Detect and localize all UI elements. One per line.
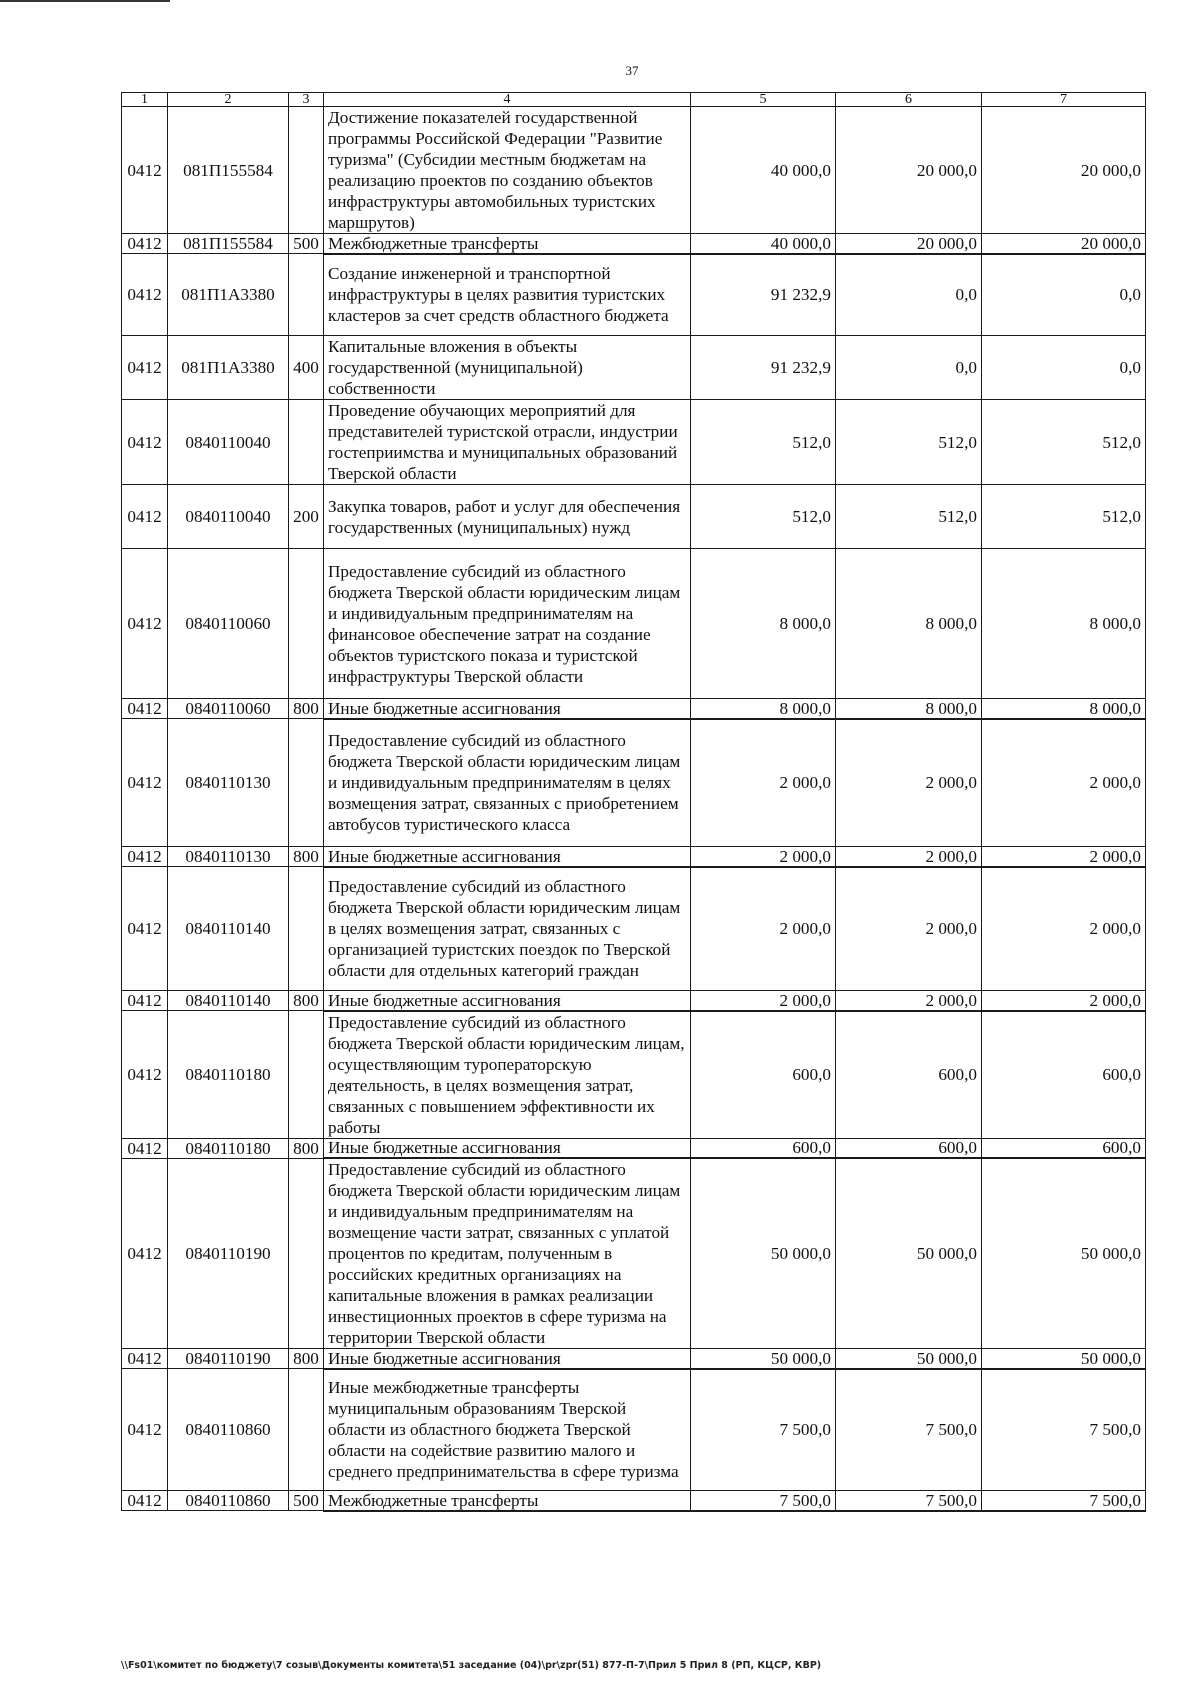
amount-col5-cell: 91 232,9: [691, 254, 836, 336]
amount-col5-cell: 8 000,0: [691, 549, 836, 699]
expense-type-cell: 500: [289, 234, 324, 254]
amount-col7-cell: 2 000,0: [982, 991, 1146, 1011]
amount-col5-cell: 40 000,0: [691, 107, 836, 234]
target-article-cell: 0840110060: [168, 549, 289, 699]
expense-type-cell: 800: [289, 1138, 324, 1158]
target-article-cell: 0840110060: [168, 699, 289, 719]
target-article-cell: 0840110130: [168, 847, 289, 867]
description-cell: Иные бюджетные ассигнования: [324, 1138, 691, 1158]
table-row: [122, 1011, 1146, 1139]
section-code-cell: 0412: [122, 1158, 168, 1349]
table-row: [122, 485, 1146, 549]
description-cell: Предоставление субсидий из областного бюджета Тверской области юридическим лицам и индивидуальным предпринимателям на финансовое обеспечение затрат на создание объектов туристского показа и туристской инфраструктуры Тверской области: [324, 549, 691, 699]
description-cell: Проведение обучающих мероприятий для представителей туристской отрасли, индустрии гостеприимства и муниципальных образований Тверской области: [324, 400, 691, 485]
description-cell: Иные бюджетные ассигнования: [324, 991, 691, 1011]
table-row: [122, 847, 1146, 867]
table-row: [122, 867, 1146, 991]
amount-col5-cell: 2 000,0: [691, 991, 836, 1011]
target-article-cell: 081П1А3380: [168, 336, 289, 400]
amount-col7-cell: 7 500,0: [982, 1491, 1146, 1511]
target-article-cell: 0840110140: [168, 991, 289, 1011]
expense-type-cell: [289, 867, 324, 991]
section-code-cell: 0412: [122, 1011, 168, 1139]
amount-col7-cell: 20 000,0: [982, 234, 1146, 254]
amount-col5-cell: 8 000,0: [691, 699, 836, 719]
amount-col5-cell: 7 500,0: [691, 1491, 836, 1511]
description-cell: Создание инженерной и транспортной инфраструктуры в целях развития туристских кластеров за счет средств областного бюджета: [324, 254, 691, 336]
amount-col5-cell: 50 000,0: [691, 1158, 836, 1349]
amount-col7-cell: 512,0: [982, 485, 1146, 549]
section-code-cell: 0412: [122, 234, 168, 254]
expense-type-cell: 800: [289, 1349, 324, 1369]
target-article-cell: 081П155584: [168, 107, 289, 234]
description-cell: Достижение показателей государственной программы Российской Федерации "Развитие туризма" (Субсидии местным бюджетам на реализацию проектов по созданию объектов инфраструктуры автомобильных туристских маршрутов): [324, 107, 691, 234]
amount-col5-cell: 512,0: [691, 400, 836, 485]
section-code-cell: 0412: [122, 1138, 168, 1158]
header-cell: 6: [836, 93, 982, 107]
amount-col7-cell: 8 000,0: [982, 699, 1146, 719]
section-code-cell: 0412: [122, 336, 168, 400]
section-code-cell: 0412: [122, 867, 168, 991]
amount-col6-cell: 600,0: [836, 1138, 982, 1158]
amount-col6-cell: 8 000,0: [836, 549, 982, 699]
amount-col7-cell: 0,0: [982, 254, 1146, 336]
amount-col7-cell: 2 000,0: [982, 719, 1146, 847]
expense-type-cell: 800: [289, 991, 324, 1011]
amount-col6-cell: 2 000,0: [836, 847, 982, 867]
table-row: [122, 991, 1146, 1011]
target-article-cell: 0840110040: [168, 485, 289, 549]
amount-col5-cell: 2 000,0: [691, 847, 836, 867]
section-code-cell: 0412: [122, 107, 168, 234]
header-cell: 1: [122, 93, 168, 107]
target-article-cell: 0840110130: [168, 719, 289, 847]
amount-col5-cell: 512,0: [691, 485, 836, 549]
header-row: [122, 93, 1146, 107]
target-article-cell: 0840110860: [168, 1491, 289, 1511]
table-row: [122, 400, 1146, 485]
amount-col6-cell: 512,0: [836, 485, 982, 549]
expense-type-cell: [289, 1158, 324, 1349]
target-article-cell: 0840110180: [168, 1011, 289, 1139]
budget-table: [121, 92, 1146, 1512]
table-row: [122, 699, 1146, 719]
amount-col5-cell: 50 000,0: [691, 1349, 836, 1369]
expense-type-cell: [289, 1011, 324, 1139]
amount-col6-cell: 50 000,0: [836, 1349, 982, 1369]
target-article-cell: 0840110190: [168, 1158, 289, 1349]
amount-col6-cell: 20 000,0: [836, 234, 982, 254]
expense-type-cell: 200: [289, 485, 324, 549]
amount-col5-cell: 7 500,0: [691, 1369, 836, 1491]
expense-type-cell: [289, 400, 324, 485]
scan-edge-mark: [0, 0, 170, 2]
amount-col7-cell: 600,0: [982, 1011, 1146, 1139]
target-article-cell: 081П1А3380: [168, 254, 289, 336]
table-row: [122, 234, 1146, 254]
description-cell: Иные бюджетные ассигнования: [324, 1349, 691, 1369]
amount-col6-cell: 7 500,0: [836, 1491, 982, 1511]
amount-col7-cell: 600,0: [982, 1138, 1146, 1158]
description-cell: Предоставление субсидий из областного бюджета Тверской области юридическим лицам, осуществляющим туроператорскую деятельность, в целях возмещения затрат, связанных с повышением эффективности их работы: [324, 1011, 691, 1139]
expense-type-cell: [289, 549, 324, 699]
expense-type-cell: [289, 719, 324, 847]
amount-col6-cell: 512,0: [836, 400, 982, 485]
table-row: [122, 1369, 1146, 1491]
section-code-cell: 0412: [122, 1349, 168, 1369]
amount-col6-cell: 7 500,0: [836, 1369, 982, 1491]
target-article-cell: 0840110180: [168, 1138, 289, 1158]
description-cell: Закупка товаров, работ и услуг для обеспечения государственных (муниципальных) нужд: [324, 485, 691, 549]
amount-col6-cell: 2 000,0: [836, 719, 982, 847]
header-cell: 7: [982, 93, 1146, 107]
amount-col5-cell: 600,0: [691, 1011, 836, 1139]
section-code-cell: 0412: [122, 847, 168, 867]
section-code-cell: 0412: [122, 400, 168, 485]
expense-type-cell: 800: [289, 847, 324, 867]
amount-col7-cell: 8 000,0: [982, 549, 1146, 699]
amount-col5-cell: 600,0: [691, 1138, 836, 1158]
section-code-cell: 0412: [122, 1491, 168, 1511]
description-cell: Иные межбюджетные трансферты муниципальным образованиям Тверской области из областного бюджета Тверской области на содействие развитию малого и среднего предпринимательства в сфере туризма: [324, 1369, 691, 1491]
header-cell: 3: [289, 93, 324, 107]
amount-col5-cell: 2 000,0: [691, 867, 836, 991]
amount-col6-cell: 600,0: [836, 1011, 982, 1139]
amount-col6-cell: 2 000,0: [836, 867, 982, 991]
file-path-footer: \\Fs01\комитет по бюджету\7 созыв\Документы комитета\51 заседание (04)\pr\zpr(51) 877-П-7\Прил 5 Прил 8 (РП, КЦСР, КВР): [121, 1660, 822, 1671]
amount-col6-cell: 0,0: [836, 336, 982, 400]
expense-type-cell: 400: [289, 336, 324, 400]
header-cell: 2: [168, 93, 289, 107]
target-article-cell: 0840110040: [168, 400, 289, 485]
amount-col7-cell: 2 000,0: [982, 867, 1146, 991]
amount-col7-cell: 512,0: [982, 400, 1146, 485]
amount-col6-cell: 0,0: [836, 254, 982, 336]
description-cell: Капитальные вложения в объекты государственной (муниципальной) собственности: [324, 336, 691, 400]
amount-col5-cell: 2 000,0: [691, 719, 836, 847]
target-article-cell: 0840110190: [168, 1349, 289, 1369]
table-row: [122, 107, 1146, 234]
section-code-cell: 0412: [122, 549, 168, 699]
description-cell: Межбюджетные трансферты: [324, 1491, 691, 1511]
description-cell: Иные бюджетные ассигнования: [324, 847, 691, 867]
description-cell: Иные бюджетные ассигнования: [324, 699, 691, 719]
header-cell: 5: [691, 93, 836, 107]
header-cell: 4: [324, 93, 691, 107]
section-code-cell: 0412: [122, 485, 168, 549]
table-row: [122, 719, 1146, 847]
expense-type-cell: [289, 107, 324, 234]
table-row: [122, 1491, 1146, 1511]
description-cell: Межбюджетные трансферты: [324, 234, 691, 254]
amount-col6-cell: 8 000,0: [836, 699, 982, 719]
page-number: 37: [625, 63, 639, 78]
section-code-cell: 0412: [122, 254, 168, 336]
expense-type-cell: [289, 1369, 324, 1491]
table-row: [122, 336, 1146, 400]
amount-col6-cell: 20 000,0: [836, 107, 982, 234]
target-article-cell: 081П155584: [168, 234, 289, 254]
amount-col7-cell: 7 500,0: [982, 1369, 1146, 1491]
amount-col7-cell: 50 000,0: [982, 1349, 1146, 1369]
section-code-cell: 0412: [122, 1369, 168, 1491]
section-code-cell: 0412: [122, 991, 168, 1011]
amount-col7-cell: 50 000,0: [982, 1158, 1146, 1349]
target-article-cell: 0840110140: [168, 867, 289, 991]
description-cell: Предоставление субсидий из областного бюджета Тверской области юридическим лицам и индивидуальным предпринимателям в целях возмещения затрат, связанных с приобретением автобусов туристического класса: [324, 719, 691, 847]
section-code-cell: 0412: [122, 699, 168, 719]
table-row: [122, 549, 1146, 699]
amount-col6-cell: 2 000,0: [836, 991, 982, 1011]
amount-col5-cell: 91 232,9: [691, 336, 836, 400]
description-cell: Предоставление субсидий из областного бюджета Тверской области юридическим лицам в целях возмещения затрат, связанных с организацией туристских поездок по Тверской области для отдельных категорий граждан: [324, 867, 691, 991]
table-row: [122, 1349, 1146, 1369]
amount-col7-cell: 2 000,0: [982, 847, 1146, 867]
expense-type-cell: 500: [289, 1491, 324, 1511]
table-row: [122, 1158, 1146, 1349]
table-row: [122, 254, 1146, 336]
table-body: [122, 93, 1146, 1511]
expense-type-cell: [289, 254, 324, 336]
amount-col6-cell: 50 000,0: [836, 1158, 982, 1349]
expense-type-cell: 800: [289, 699, 324, 719]
target-article-cell: 0840110860: [168, 1369, 289, 1491]
amount-col7-cell: 20 000,0: [982, 107, 1146, 234]
section-code-cell: 0412: [122, 719, 168, 847]
table-row: [122, 1138, 1146, 1158]
amount-col5-cell: 40 000,0: [691, 234, 836, 254]
description-cell: Предоставление субсидий из областного бюджета Тверской области юридическим лицам и индивидуальным предпринимателям на возмещение части затрат, связанных с уплатой процентов по кредитам, полученным в российских кредитных организациях на капитальные вложения в рамках реализации инвестиционных проектов в сфере туризма на территории Тверской области: [324, 1158, 691, 1349]
amount-col7-cell: 0,0: [982, 336, 1146, 400]
